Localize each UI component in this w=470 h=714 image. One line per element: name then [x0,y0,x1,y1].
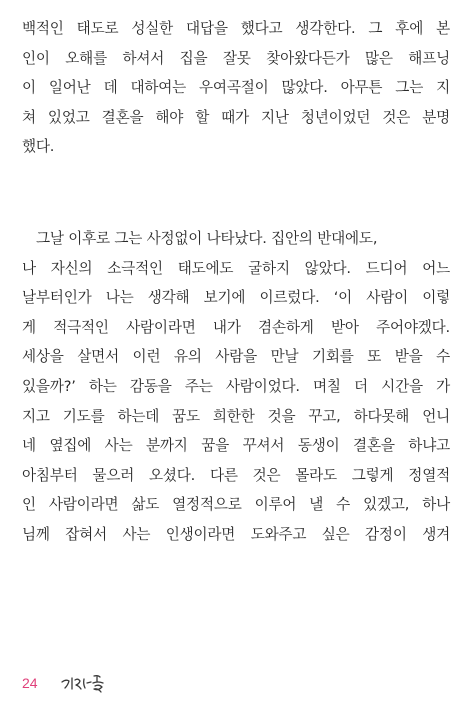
text-line: 세상을 살면서 이런 유의 사람을 만날 기회를 또 받을 수 [22,348,450,366]
text-line: 그날 이후로 그는 사정없이 나타났다. 집안의 반대에도, [36,230,378,247]
text-line: 네 옆집에 사는 분까지 꿈을 꾸셔서 동생이 결혼을 하냐고 [22,437,450,455]
text-line: 나 자신의 소극적인 태도에도 굴하지 않았다. 드디어 어느 [22,259,450,277]
text-line: 했다. [22,138,55,156]
page-number: 24 [22,675,38,691]
text-line: 있을까?’ 하는 감동을 주는 사람이었다. 며칠 더 시간을 가 [22,377,450,395]
text-line: 님께 잡혀서 사는 인생이라면 도와주고 싶은 감정이 생겨 [22,525,450,543]
text-line: 인 사람이라면 삶도 열정적으로 이루어 낼 수 있겠고, 하나 [22,496,450,514]
text-line: 아침부터 물으러 오셨다. 다른 것은 몰라도 그렇게 정열적 [22,466,450,484]
text-line: 게 적극적인 사람이라면 내가 겸손하게 받아 주어야겠다. [22,318,450,336]
text-line: 날부터인가 나는 생각해 보기에 이르렀다. ‘이 사람이 이렇 [22,289,450,307]
handwritten-logo-icon [60,670,108,696]
text-line: 이 일어난 데 대하여는 우여곡절이 많았다. 아무튼 그는 지 [22,79,450,97]
text-line: 백적인 태도로 성실한 대답을 했다고 생각한다. 그 후에 본 [22,20,450,37]
paragraph-1 [22,14,450,162]
page-footer [22,668,108,698]
text-line: 지고 기도를 하는데 꿈도 희한한 것을 꾸고, 하다못해 언니 [22,407,450,425]
paragraph-2 [22,224,450,550]
text-line: 인이 오해를 하셔서 집을 잘못 찾아왔다든가 많은 해프닝 [22,49,450,67]
text-line: 쳐 있었고 결혼을 해야 할 때가 지난 청년이었던 것은 분명 [22,108,450,126]
